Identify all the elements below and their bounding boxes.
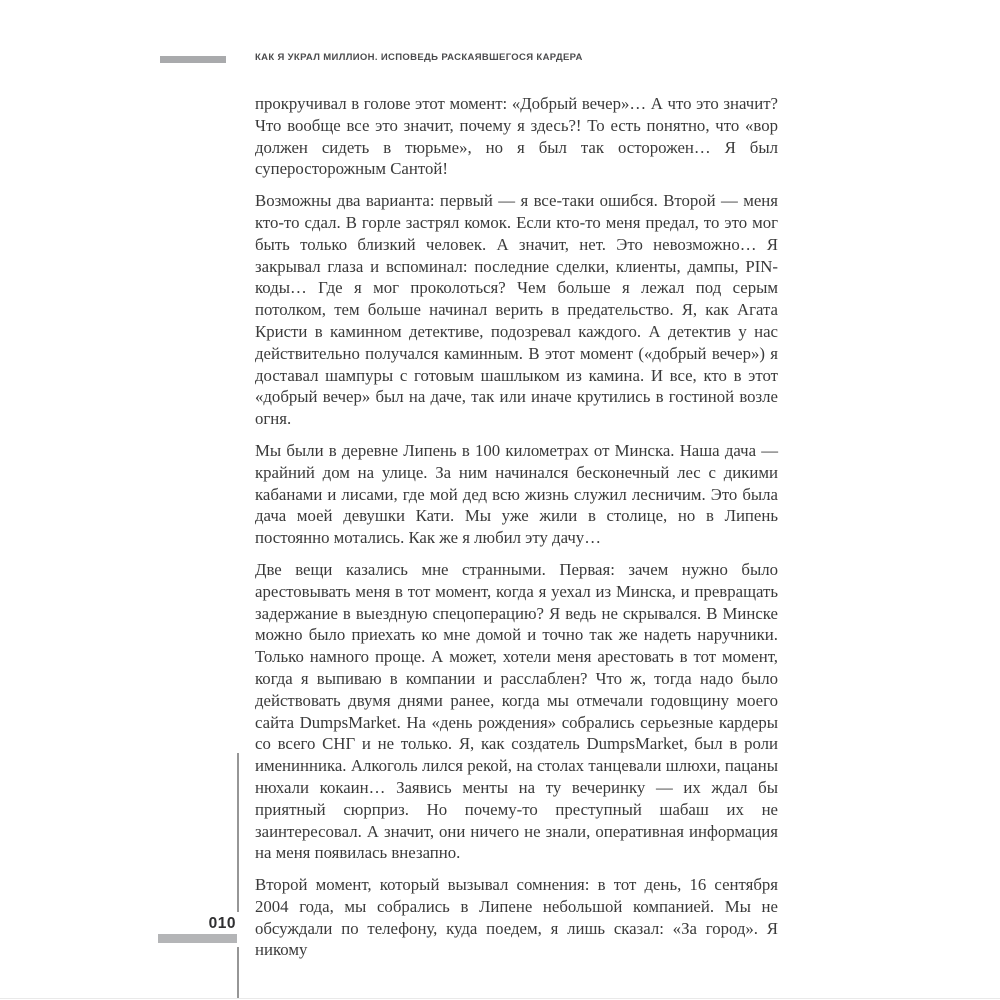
page-bottom-edge bbox=[0, 998, 1000, 999]
paragraph: прокручивал в голове этот момент: «Добрый вечер»… А что это значит? Что вообще все это значит, почему я здесь?! То есть понятно, что «вор должен сидеть в тюрьме», но я был так осторожен… Я был суперосторожным Сантой! bbox=[255, 94, 778, 179]
page-number: 010 bbox=[208, 915, 236, 932]
paragraph: Второй момент, который вызывал сомнения: в тот день, 16 сентября 2004 года, мы собрались в Липене небольшой компанией. Мы не обсуждали по телефону, куда поедем, я лишь сказал: «За город». Я никому bbox=[255, 875, 778, 960]
paragraph: Возможны два варианта: первый — я все-таки ошибся. Второй — меня кто-то сдал. В горле застрял комок. Если кто-то меня предал, то это мог быть только близкий человек. А значит, нет. Это невозможно… Я закрывал глаза и вспоминал: последние сделки, клиенты, дампы, PIN-коды… Где я мог проколоться? Чем больше я лежал под серым потолком, тем больше начинал верить в предательство. Я, как Агата Кристи в каминном детективе, подозревал каждого. А детектив у нас действительно получался каминным. В этот момент («добрый вечер») я доставал шампуры с готовым шашлыком из камина. И все, кто в этот «добрый вечер» был на даче, так или иначе крутились в гостиной возле огня. bbox=[255, 191, 778, 429]
margin-rule-upper bbox=[237, 753, 239, 912]
header-bar-ornament bbox=[160, 56, 226, 63]
running-header-title: КАК Я УКРАЛ МИЛЛИОН. ИСПОВЕДЬ РАСКАЯВШЕГОСЯ КАРДЕРА bbox=[255, 52, 583, 63]
body-text-column bbox=[255, 93, 778, 961]
footer-bar-ornament bbox=[158, 934, 237, 943]
margin-rule-lower bbox=[237, 947, 239, 998]
paragraph: Две вещи казались мне странными. Первая: зачем нужно было арестовывать меня в тот момент, когда я уехал из Минска, и превращать задержание в выездную спецоперацию? Я ведь не скрывался. В Минске можно было приехать ко мне домой и точно так же надеть наручники. Только намного проще. А может, хотели меня арестовать в тот момент, когда я выпиваю в компании и расслаблен? Что ж, тогда надо было действовать двумя днями ранее, когда мы отмечали годовщину моего сайта DumpsMarket. На «день рождения» собрались серьезные кардеры со всего СНГ и не только. Я, как создатель DumpsMarket, был в роли именинника. Алкоголь лился рекой, на столах танцевали шлюхи, пацаны нюхали кокаин… Заявись менты на ту вечеринку — их ждал бы приятный сюрприз. Но почему-то преступный шабаш их не заинтересовал. А значит, они ничего не знали, оперативная информация на меня появилась внезапно. bbox=[255, 559, 778, 863]
paragraph: Мы были в деревне Липень в 100 километрах от Минска. Наша дача — крайний дом на улице. За ним начинался бесконечный лес с дикими кабанами и лисами, где мой дед всю жизнь служил лесничим. Это была дача моей девушки Кати. Мы уже жили в столице, но в Липень постоянно мотались. Как же я любил эту дачу… bbox=[255, 440, 778, 548]
